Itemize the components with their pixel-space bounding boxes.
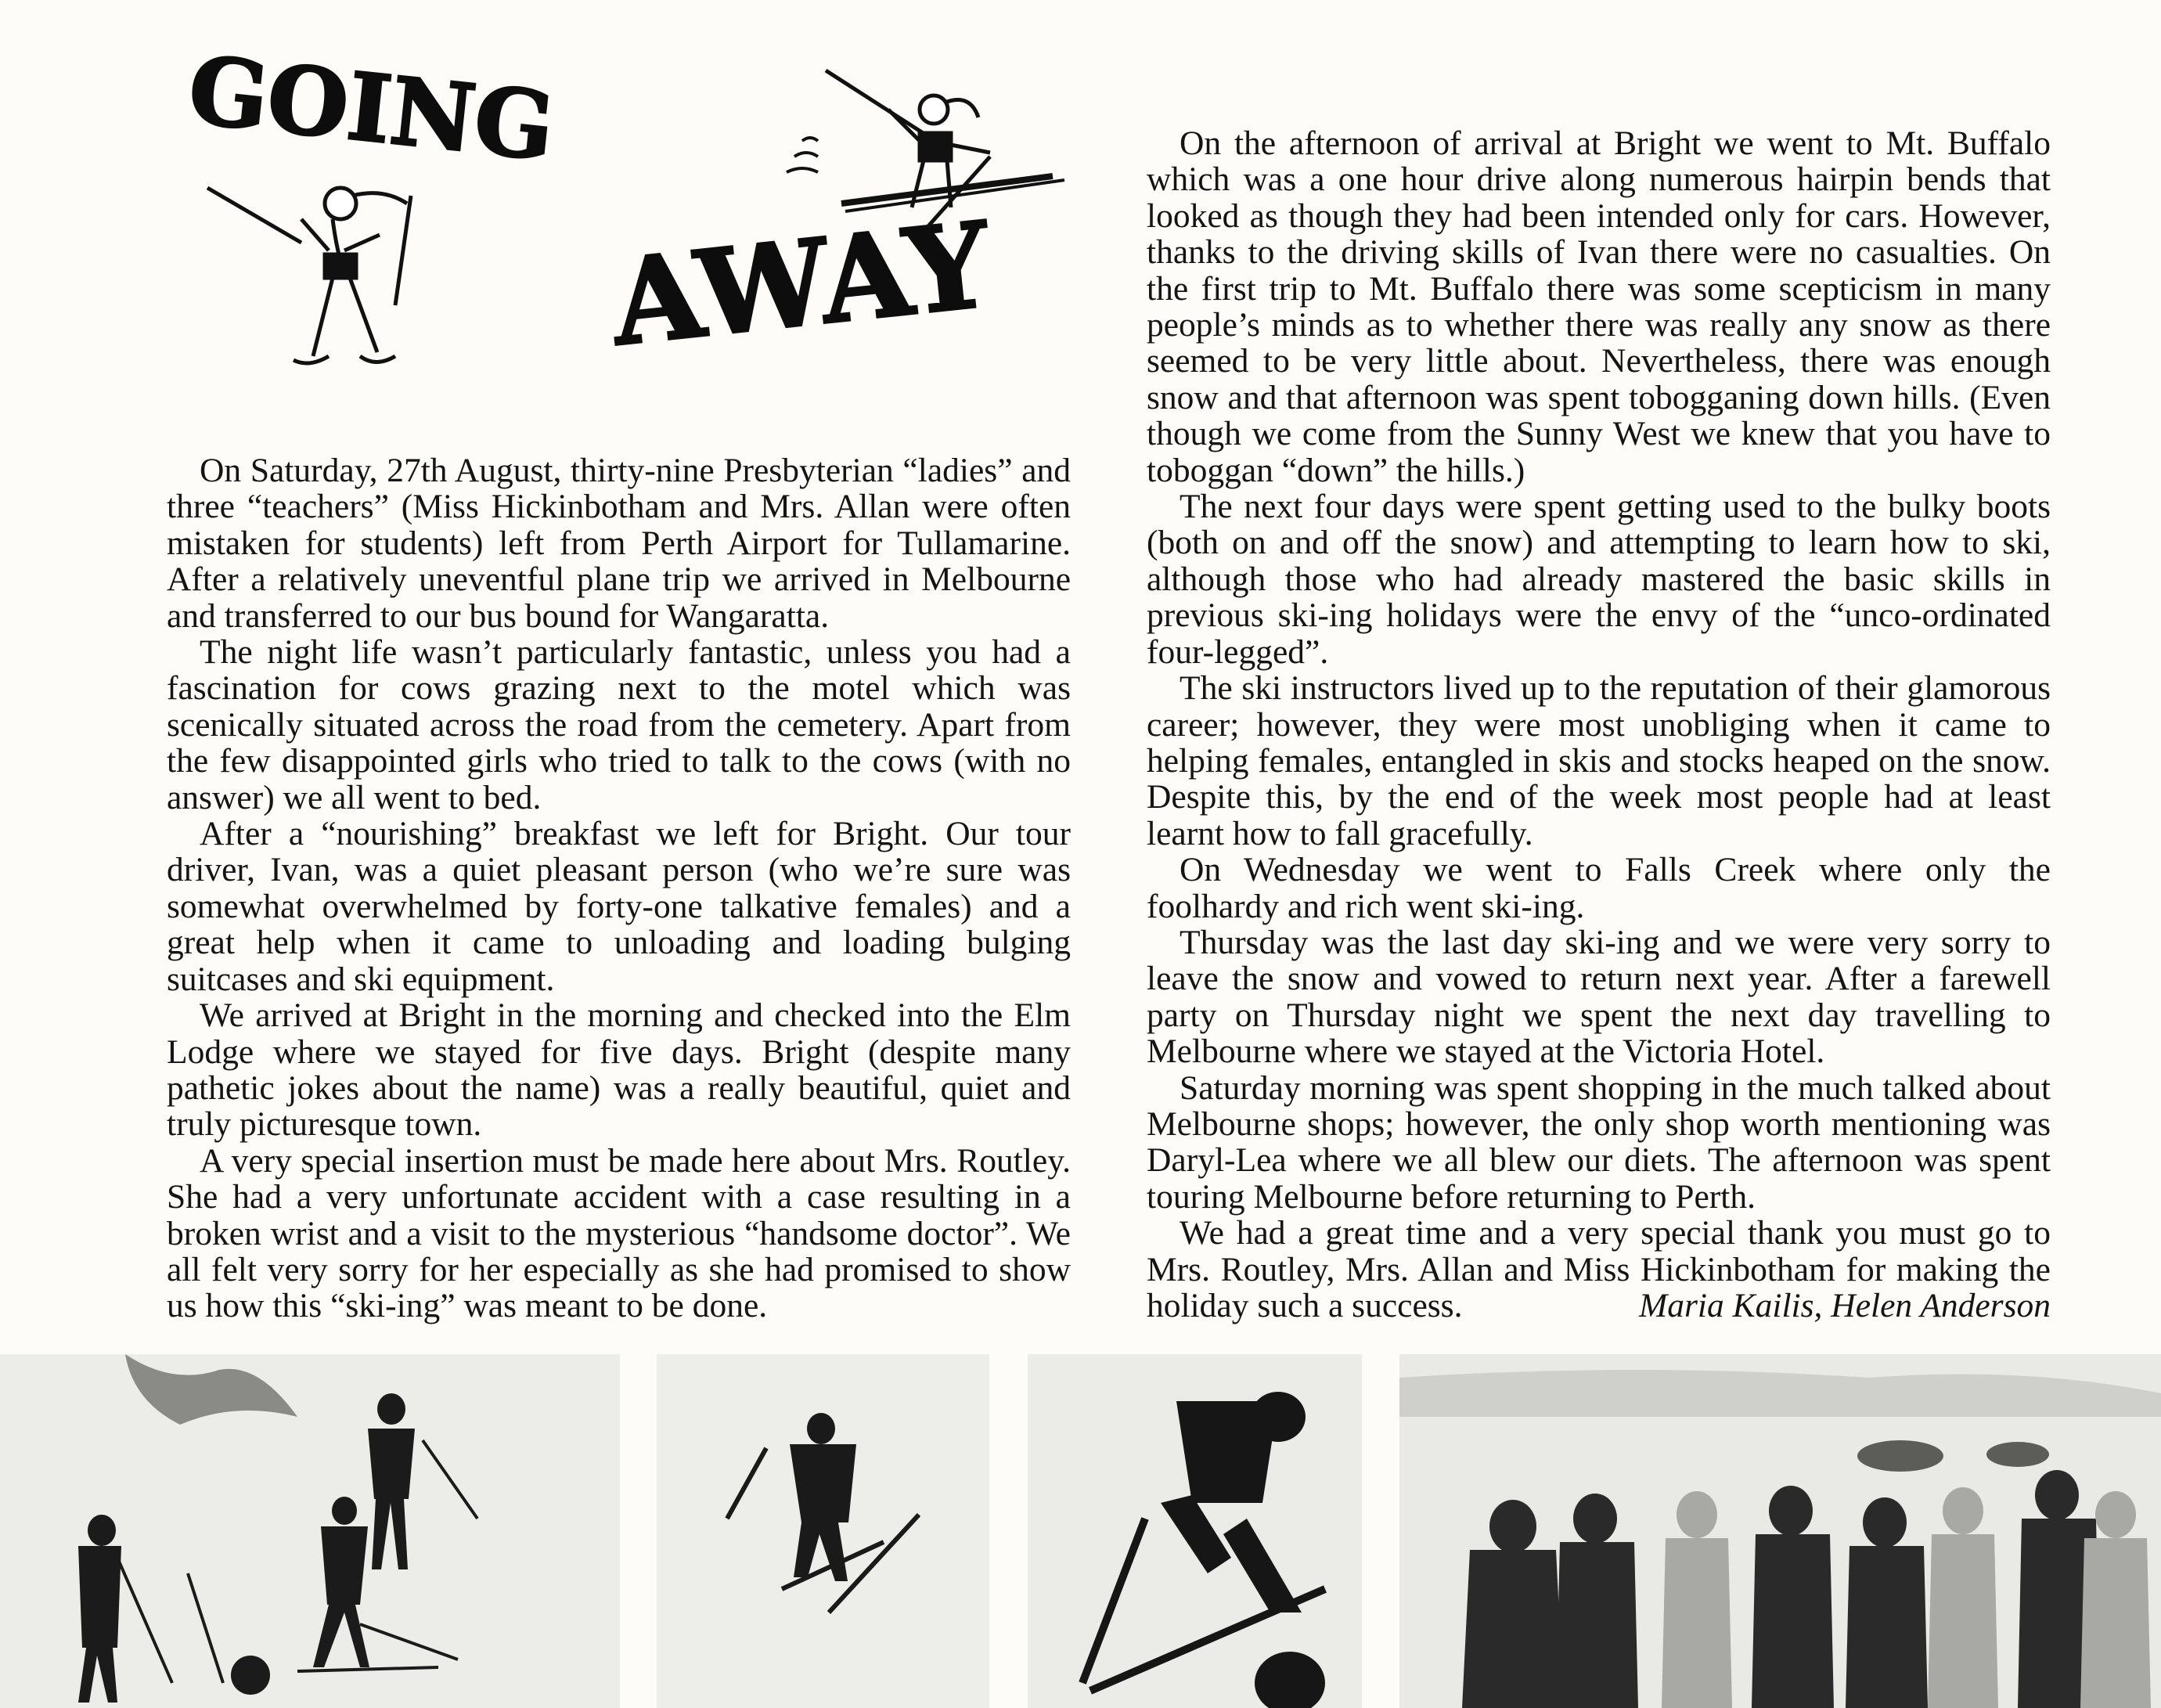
closing-paragraph <box>1147 1215 2051 1324</box>
photo-skiers-on-slope <box>0 1354 620 1708</box>
paragraph: The ski instructors lived up to the reputation of their glamorous career; however, they were most unobliging when it came to helping females, entangled in skis and stocks heaped on the snow. Despite this, by the end of the week most people had at least learnt how to fall gracefully. <box>1147 669 2051 852</box>
paragraph: The next four days were spent getting used to the bulky boots (both on and off the snow) and attempting to learn how to ski, although those who had already mastered the basic skills in previous ski-ing holidays were the envy of the “unco-ordinated four-legged”. <box>1147 488 2051 671</box>
article-left-column <box>167 452 1071 1324</box>
author-byline: Maria Kailis, Helen Anderson <box>1638 1287 2051 1324</box>
photo-group-of-girls <box>1399 1354 2161 1708</box>
photo-skier-descending-image <box>657 1354 989 1708</box>
paragraph: Thursday was the last day ski-ing and we were very sorry to leave the snow and vowed to return next year. After a farewell party on Thursday night we spent the next day travelling to Melbourne where we stayed at the Victoria Hotel. <box>1147 923 2051 1071</box>
photo-group-of-girls-image <box>1399 1354 2161 1708</box>
paragraph: After a “nourishing” breakfast we left for Bright. Our tour driver, Ivan, was a quiet pleasant person (who we’re sure was somewhat overwhelmed by forty-one talkative females) and a great help when it came to unloading and loading bulging suitcases and ski equipment. <box>167 815 1071 998</box>
photo-fallen-skier <box>1028 1354 1362 1708</box>
headline-away-text: AWAY <box>605 196 997 373</box>
headline-art <box>176 55 1100 399</box>
paragraph: On the afternoon of arrival at Bright we went to Mt. Buffalo which was a one hour drive along numerous hairpin bends that looked as though they had been intended only for cars. However, thanks to the driving skills of Ivan there were no casualties. On the first trip to Mt. Buffalo there was some scepticism in many people’s minds as to whether there was really any snow as there seemed to be very little about. Nevertheless, there was enough snow and that afternoon was spent tobogganing down hills. (Even though we come from the Sunny West we knew that you have to toboggan “down” the hills.) <box>1147 124 2051 489</box>
left-skier-cartoon-icon <box>207 188 411 363</box>
paragraph: Saturday morning was spent shopping in the much talked about Melbourne shops; however, the only shop worth mentioning was Daryl-Lea where we all blew our diets. The afternoon was spent touring Melbourne before returning to Perth. <box>1147 1068 2051 1216</box>
photo-fallen-skier-image <box>1028 1354 1362 1708</box>
photo-skiers-on-slope-image <box>0 1354 620 1708</box>
paragraph: We arrived at Bright in the morning and checked into the Elm Lodge where we stayed for five days. Bright (despite many pathetic jokes about the name) was a really beautiful, quiet and truly picturesque town. <box>167 996 1071 1144</box>
headline <box>176 55 1100 399</box>
paragraph: The night life wasn’t particularly fantastic, unless you had a fascination for cows grazing next to the motel which was scenically situated across the road from the cemetery. Apart from the few disappointed girls who tried to talk to the cows (with no answer) we all went to bed. <box>167 633 1071 816</box>
paragraph: On Saturday, 27th August, thirty-nine Presbyterian “ladies” and three “teachers” (Miss Hickinbotham and Mrs. Allan were often mistaken for students) left from Perth Airport for Tullamarine. After a relatively uneventful plane trip we arrived in Melbourne and transferred to our bus bound for Wangaratta. <box>167 452 1071 635</box>
headline-going-text: GOING <box>183 55 560 182</box>
paragraph: On Wednesday we went to Falls Creek where only the foolhardy and rich went ski-ing. <box>1147 851 2051 925</box>
photo-skier-descending <box>657 1354 989 1708</box>
paragraph: A very special insertion must be made here about Mrs. Routley. She had a very unfortunate accident with a case resulting in a broken wrist and a visit to the mysterious “handsome doctor”. We all felt very sorry for her especially as she had promised to show us how this “ski-ing” was meant to be done. <box>167 1141 1071 1325</box>
article-right-column <box>1147 125 2051 1324</box>
closing-text: We had a great time and a very special thank you must go to Mrs. Routley, Mrs. Allan and Miss Hickinbotham for making the holiday such a success. <box>1147 1214 2051 1324</box>
